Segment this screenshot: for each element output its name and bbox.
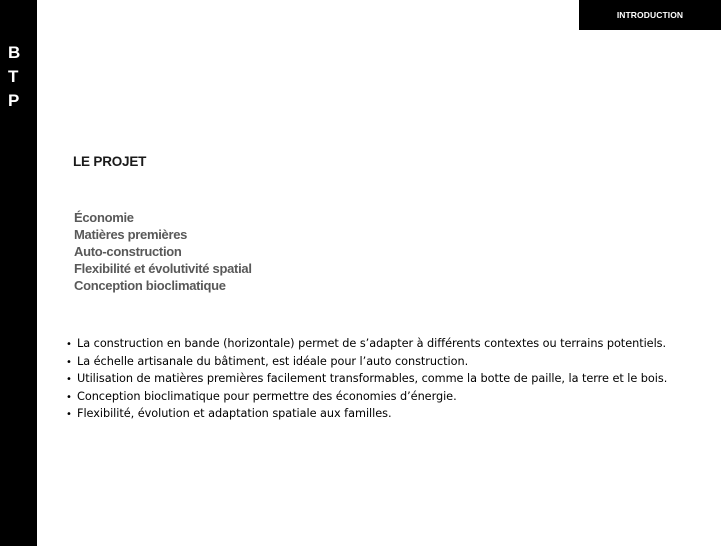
bullet-dot: • [66, 409, 72, 421]
bullet-text: Utilisation de matières premières facilement transformables, comme la botte de paille, la terre et le bois. [77, 372, 668, 386]
bullet-text: La échelle artisanale du bâtiment, est idéale pour l’auto construction. [77, 354, 469, 368]
page-title: LE PROJET [73, 154, 147, 169]
bullet-list [66, 336, 667, 424]
keyword-item: Flexibilité et évolutivité spatial [74, 261, 252, 276]
keyword-item: Économie [74, 210, 134, 225]
keyword-item: Auto-construction [74, 244, 182, 259]
bullet-text: Conception bioclimatique pour permettre des économies d’énergie. [77, 389, 457, 403]
bullet-item [66, 371, 667, 389]
bullet-text: La construction en bande (horizontale) permet de s’adapter à différents contextes ou terrains potentiels. [77, 337, 667, 350]
bullet-dot: • [66, 339, 72, 350]
bullet-item [66, 406, 667, 424]
bullet-dot: • [66, 374, 72, 386]
bullet-text: Flexibilité, évolution et adaptation spatiale aux familles. [77, 407, 392, 421]
sidebar-letter-b: B [8, 43, 21, 62]
bullet-item [66, 354, 667, 372]
sidebar-letter-p: P [8, 91, 20, 110]
section-tab-introduction[interactable]: INTRODUCTION [579, 0, 721, 30]
bullet-dot: • [66, 391, 72, 403]
keyword-item: Conception bioclimatique [74, 278, 226, 293]
sidebar-letter-t: T [8, 67, 19, 86]
keyword-item: Matières premières [74, 227, 188, 242]
keyword-list [74, 209, 252, 294]
sidebar-bar [0, 0, 37, 546]
bullet-item [66, 389, 667, 407]
bullet-item [66, 336, 667, 354]
bullet-dot: • [66, 356, 72, 368]
